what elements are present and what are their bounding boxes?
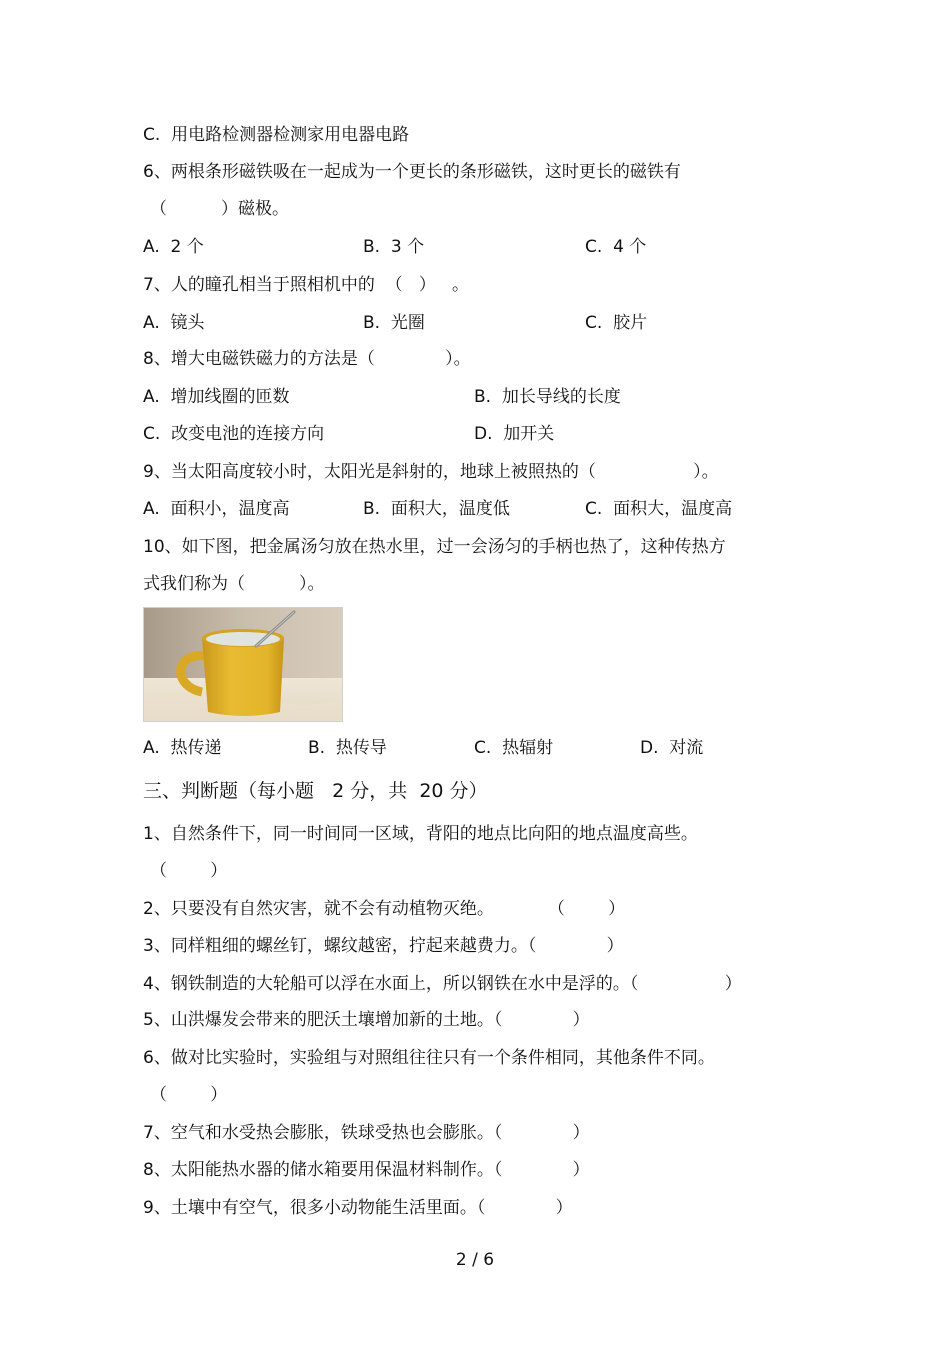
judgement-3: 3、同样粗细的螺丝钉，螺纹越密，拧起来越费力。（ ） bbox=[143, 936, 624, 956]
q10-option-b: B. 热传导 bbox=[308, 738, 387, 758]
q5-option-c: C. 用电路检测器检测家用电器电路 bbox=[143, 125, 410, 145]
q9-option-b: B. 面积大，温度低 bbox=[363, 499, 510, 519]
q8-option-a: A. 增加线圈的匝数 bbox=[143, 387, 290, 407]
q8-option-c: C. 改变电池的连接方向 bbox=[143, 424, 325, 444]
q7-stem: 7、人的瞳孔相当于照相机中的 （ ） 。 bbox=[143, 275, 470, 295]
q8-option-b: B. 加长导线的长度 bbox=[474, 387, 621, 407]
judgement-1-blank: （ ） bbox=[150, 861, 228, 881]
q7-option-c: C. 胶片 bbox=[585, 313, 648, 333]
judgement-4: 4、钢铁制造的大轮船可以浮在水面上，所以钢铁在水中是浮的。（ ） bbox=[143, 974, 742, 994]
judgement-6-blank: （ ） bbox=[150, 1085, 228, 1105]
q10-option-a: A. 热传递 bbox=[143, 738, 222, 758]
q7-option-a: A. 镜头 bbox=[143, 313, 205, 333]
q6-option-c: C. 4 个 bbox=[585, 237, 647, 257]
q6-option-a: A. 2 个 bbox=[143, 237, 204, 257]
mug-spoon-photo bbox=[143, 607, 343, 722]
q10-option-d: D. 对流 bbox=[640, 738, 704, 758]
judgement-7: 7、空气和水受热会膨胀，铁球受热也会膨胀。（ ） bbox=[143, 1123, 590, 1143]
page-number: 2 / 6 bbox=[455, 1250, 495, 1270]
q7-option-b: B. 光圈 bbox=[363, 313, 425, 333]
q6-stem-line1: 6、两根条形磁铁吸在一起成为一个更长的条形磁铁，这时更长的磁铁有 bbox=[143, 162, 681, 182]
q9-stem: 9、当太阳高度较小时，太阳光是斜射的，地球上被照热的（ ）。 bbox=[143, 462, 719, 482]
q6-stem-line2: （ ）磁极。 bbox=[150, 199, 290, 219]
judgement-5: 5、山洪爆发会带来的肥沃土壤增加新的土地。（ ） bbox=[143, 1010, 590, 1030]
section-3-heading: 三、判断题（每小题 2 分，共 20 分） bbox=[143, 780, 488, 802]
q10-stem-line2: 式我们称为（ ）。 bbox=[143, 574, 325, 594]
judgement-8: 8、太阳能热水器的储水箱要用保温材料制作。（ ） bbox=[143, 1160, 590, 1180]
q9-option-c: C. 面积大，温度高 bbox=[585, 499, 733, 519]
q9-option-a: A. 面积小，温度高 bbox=[143, 499, 290, 519]
judgement-1: 1、自然条件下，同一时间同一区域，背阳的地点比向阳的地点温度高些。 bbox=[143, 824, 698, 844]
judgement-9: 9、土壤中有空气，很多小动物能生活里面。（ ） bbox=[143, 1198, 573, 1218]
q10-stem-line1: 10、如下图，把金属汤匀放在热水里，过一会汤匀的手柄也热了，这种传热方 bbox=[143, 537, 726, 557]
q8-option-d: D. 加开关 bbox=[474, 424, 555, 444]
q8-stem: 8、增大电磁铁磁力的方法是（ ）。 bbox=[143, 349, 471, 369]
judgement-6: 6、做对比实验时，实验组与对照组往往只有一个条件相同，其他条件不同。 bbox=[143, 1048, 715, 1068]
judgement-2: 2、只要没有自然灾害，就不会有动植物灭绝。 （ ） bbox=[143, 899, 626, 919]
q10-option-c: C. 热辐射 bbox=[474, 738, 554, 758]
q6-option-b: B. 3 个 bbox=[363, 237, 425, 257]
